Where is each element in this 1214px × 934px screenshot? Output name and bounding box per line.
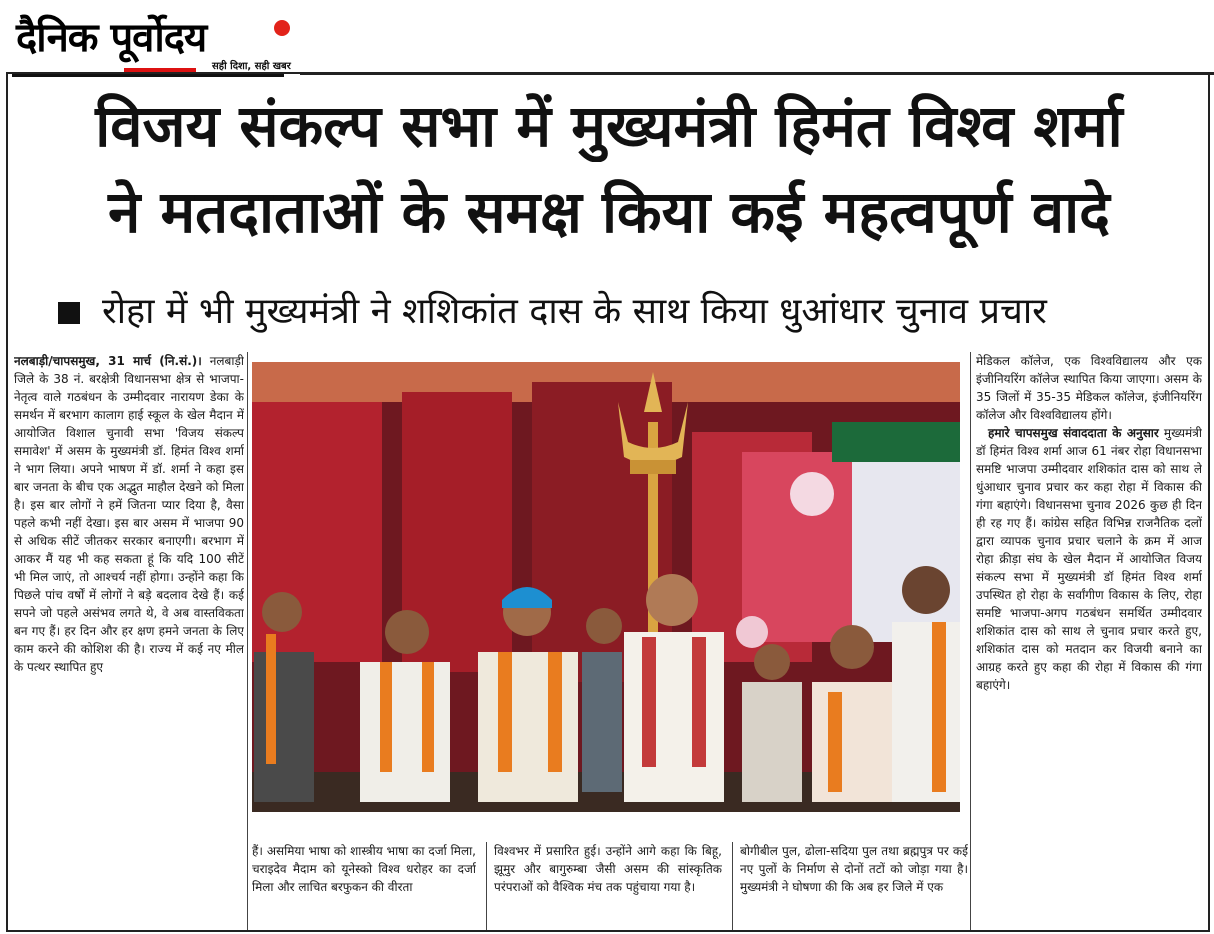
column-divider — [732, 842, 733, 930]
column-divider — [486, 842, 487, 930]
rally-photo-illustration — [252, 362, 960, 812]
masthead — [12, 8, 302, 70]
dateline: नलबाड़ी/चापसमुख, 31 मार्च (नि.सं.)। — [14, 354, 202, 368]
column-divider — [970, 352, 971, 930]
column-4-text: बोगीबील पुल, ढोला-सदिया पुल तथा ब्रह्मपुत्र पर कई नए पुलों के निर्माण से दोनों तटों को जोड़ा गया है। मुख्यमंत्री ने घोषणा की कि अब हर जिले में एक — [740, 844, 968, 894]
column-divider — [247, 352, 248, 930]
newspaper-tagline: सही दिशा, सही खबर — [212, 61, 291, 72]
headline-line-2: ने मतदाताओं के समक्ष किया कई महत्वपूर्ण वादे — [108, 178, 1110, 246]
correspondent-lead: हमारे चापसमुख संवाददाता के अनुसार — [988, 426, 1159, 440]
article-column-2 — [252, 842, 476, 932]
column-3-text: विश्वभर में प्रसारित हुई। उन्होंने आगे कहा कि बिहू, झूमुर और बागुरुम्बा जैसी असम की सांस्कृतिक परंपराओं को वैश्विक मंच तक पहुंचाया गया है। — [494, 844, 722, 894]
logo-dot-icon — [274, 20, 290, 36]
column-right-paragraph-1: मेडिकल कॉलेज, एक विश्वविद्यालय और एक इंजीनियरिंग कॉलेज स्थापित किया जाएगा। असम के 35 जिलों में 35-35 मेडिकल कॉलेज, इंजीनियरिंग कॉलेज और विश्वविद्यालय होंगे। — [976, 354, 1202, 422]
rally-photo — [252, 362, 960, 812]
column-1-text: नलबाड़ी जिले के 38 नं. बरक्षेत्री विधानसभा क्षेत्र से भाजपा-नेतृत्व वाले गठबंधन के उम्मीदवार नारायण डेका के समर्थन में बरभाग कालाग हाई स्कूल के खेल मैदान में आयोजित विशाल चुनावी सभा 'विजय संकल्प समावेश' में असम के मुख्यमंत्री डॉ. हिमंत विश्व शर्मा ने भाग लिया। अपने भाषण में डॉ. शर्मा ने कहा इस बार जनता के बीच एक अद्भुत माहौल देखने को मिला है। इस बार लोगों ने हमें जितना प्यार दिया है, वैसा पहले कभी नहीं देखा। इस बार असम में भाजपा 90 से अधिक सीटें जीतकर सरकार बनाएगी। बरभाग में आकर मैं यह भी कह सकता हूं कि यदि 100 सीटें भी मिल जाएं, तो आश्चर्य नहीं होगा। उन्होंने कहा कि पिछले पांच वर्षों में लोगों ने बड़े बदलाव देखे हैं। कई सपने जो पहले असंभव लगते थे, वे अब वास्तविकता बन गए हैं। हर दिन और हर क्षण हमने जनता के लिए काम करने की कोशिश की है। राज्य में कई नए मील के पत्थर स्थापित हुए — [14, 354, 244, 674]
article-column-3 — [494, 842, 722, 932]
article-column-4 — [740, 842, 968, 932]
bullet-square-icon — [58, 302, 80, 324]
subheadline-text: रोहा में भी मुख्यमंत्री ने शशिकांत दास के साथ किया धुआंधार चुनाव प्रचार — [102, 291, 1047, 332]
subheadline — [58, 288, 1208, 336]
newspaper-name: दैनिक पूर्वोदय — [16, 15, 207, 61]
article-column-right — [976, 352, 1202, 930]
column-right-paragraph-2: मुख्यमंत्री डॉ हिमंत विश्व शर्मा आज 61 नंबर रोहा विधानसभा समष्टि भाजपा उम्मीदवार शशिकांत दास को साथ ले धुंआधार चुनाव प्रचार कर कहा रोहा में विकास की गंगा बहाएंगे। विधानसभा चुनाव 2026 कुछ ही दिन ही रह गए हैं। कांग्रेस सहित विभिन्न राजनैतिक दलों द्वारा व्यापक चुनाव प्रचार चलाने के क्रम में आज रोहा क्रीड़ा संघ के खेल मैदान में आयोजित विजय संकल्प सभा में मुख्यमंत्री डॉ हिमंत विश्व शर्मा उपस्थित हो रोहा के सर्वांगीण विकास के लिए, रोहा समष्टि भाजपा-अगप गठबंधन समर्थित उम्मीदवार शशिकांत दास को साथ ले चुनाव प्रचार करते हुए, शशिकांत दास को मतदान कर विजयी बनाने का आग्रह करते हुए कहा की रोहा में विकास की गंगा बहाएंगे। — [976, 426, 1202, 692]
headline-line-1: विजय संकल्प सभा में मुख्यमंत्री हिमंत विश्व शर्मा — [95, 92, 1123, 160]
article-column-1 — [14, 352, 244, 930]
column-2-text: हैं। असमिया भाषा को शास्त्रीय भाषा का दर्जा मिला, चराइदेव मैदाम को यूनेस्को विश्व धरोहर का दर्जा मिला और लाचित बरफुकन की वीरता — [252, 844, 476, 894]
